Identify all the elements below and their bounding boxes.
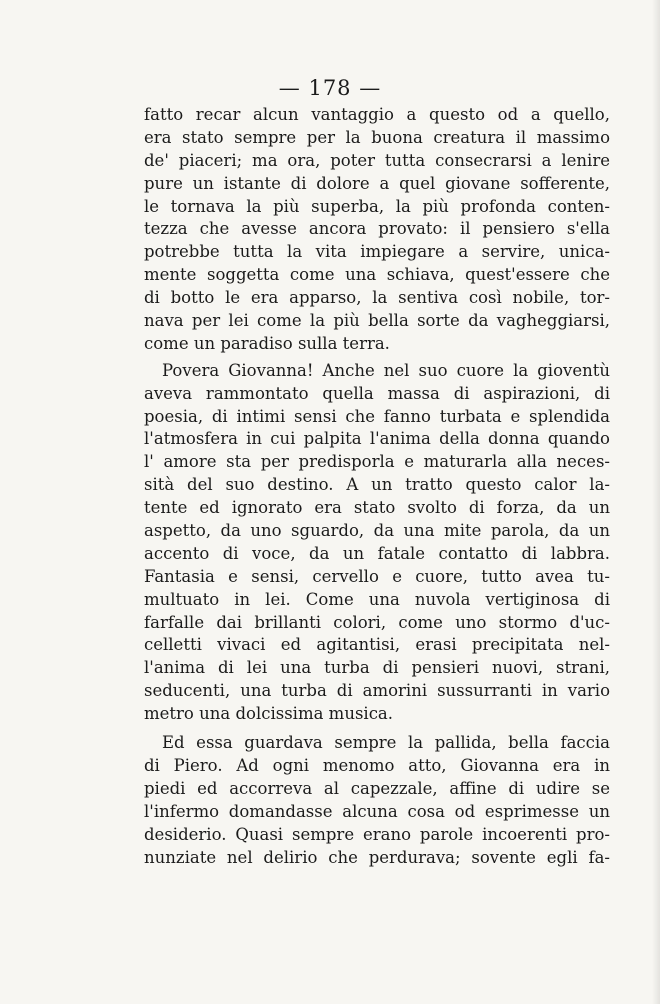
text-line: di botto le era apparso, la sentiva così nobile, tor- — [144, 288, 610, 308]
text-line: mente soggetta come una schiava, quest'essere che — [144, 265, 610, 285]
text-line: tezza che avesse ancora provato: il pensiero s'ella — [144, 219, 610, 239]
paragraph-2 — [144, 360, 610, 726]
text-line: Ed essa guardava sempre la pallida, bella faccia — [162, 733, 610, 753]
text-line: de' piaceri; ma ora, poter tutta consecrarsi a lenire — [144, 150, 610, 170]
text-line: nunziate nel delirio che perdurava; sovente egli fa- — [144, 847, 610, 867]
text-line: Povera Giovanna! Anche nel suo cuore la gioventù — [162, 360, 610, 380]
text-line: l'atmosfera in cui palpita l'anima della donna quando — [144, 429, 610, 449]
text-line: seducenti, una turba di amorini sussurranti in vario — [144, 681, 610, 701]
text-line: come un paradiso sulla terra. — [144, 333, 390, 353]
body-text — [144, 104, 610, 869]
text-line: fatto recar alcun vantaggio a questo od a quello, — [144, 105, 610, 124]
text-line: desiderio. Quasi sempre erano parole incoerenti pro- — [144, 824, 610, 844]
text-line: aveva rammontato quella massa di aspirazioni, di — [144, 383, 610, 403]
text-line: Fantasia e sensi, cervello e cuore, tutto avea tu- — [144, 566, 610, 586]
text-line: era stato sempre per la buona creatura il massimo — [144, 127, 610, 147]
page-edge-shadow — [652, 0, 660, 1004]
text-line: celletti vivaci ed agitantisi, erasi precipitata nel- — [144, 635, 610, 655]
text-line: metro una dolcissima musica. — [144, 704, 394, 724]
text-line: aspetto, da uno sguardo, da una mite parola, da un — [144, 521, 610, 541]
text-line: di Piero. Ad ogni menomo atto, Giovanna era in — [144, 755, 610, 775]
text-line: potrebbe tutta la vita impiegare a servire, unica- — [144, 242, 610, 262]
text-line: multuato in lei. Come una nuvola vertiginosa di — [144, 589, 610, 609]
text-line: accento di voce, da un fatale contatto di labbra. — [144, 543, 610, 563]
text-line: l'infermo domandasse alcuna cosa od esprimesse un — [144, 801, 610, 821]
text-line: piedi ed accorreva al capezzale, affine di udire se — [144, 778, 610, 798]
paragraph-3 — [144, 732, 610, 869]
text-line: farfalle dai brillanti colori, come uno stormo d'uc- — [144, 612, 610, 632]
text-line: pure un istante di dolore a quel giovane sofferente, — [144, 173, 610, 193]
text-line: l'anima di lei una turba di pensieri nuovi, strani, — [144, 658, 610, 678]
text-line: l' amore sta per predisporla e maturarla alla neces- — [144, 452, 610, 472]
text-line: poesia, di intimi sensi che fanno turbata e splendida — [144, 406, 610, 426]
page-number: — 178 — — [278, 76, 382, 100]
text-line: le tornava la più superba, la più profonda conten- — [144, 196, 610, 216]
text-line: tente ed ignorato era stato svolto di forza, da un — [144, 498, 610, 518]
paragraph-1 — [144, 104, 610, 356]
text-line: sità del suo destino. A un tratto questo calor la- — [144, 475, 610, 495]
text-line: nava per lei come la più bella sorte da vagheggiarsi, — [144, 311, 610, 331]
